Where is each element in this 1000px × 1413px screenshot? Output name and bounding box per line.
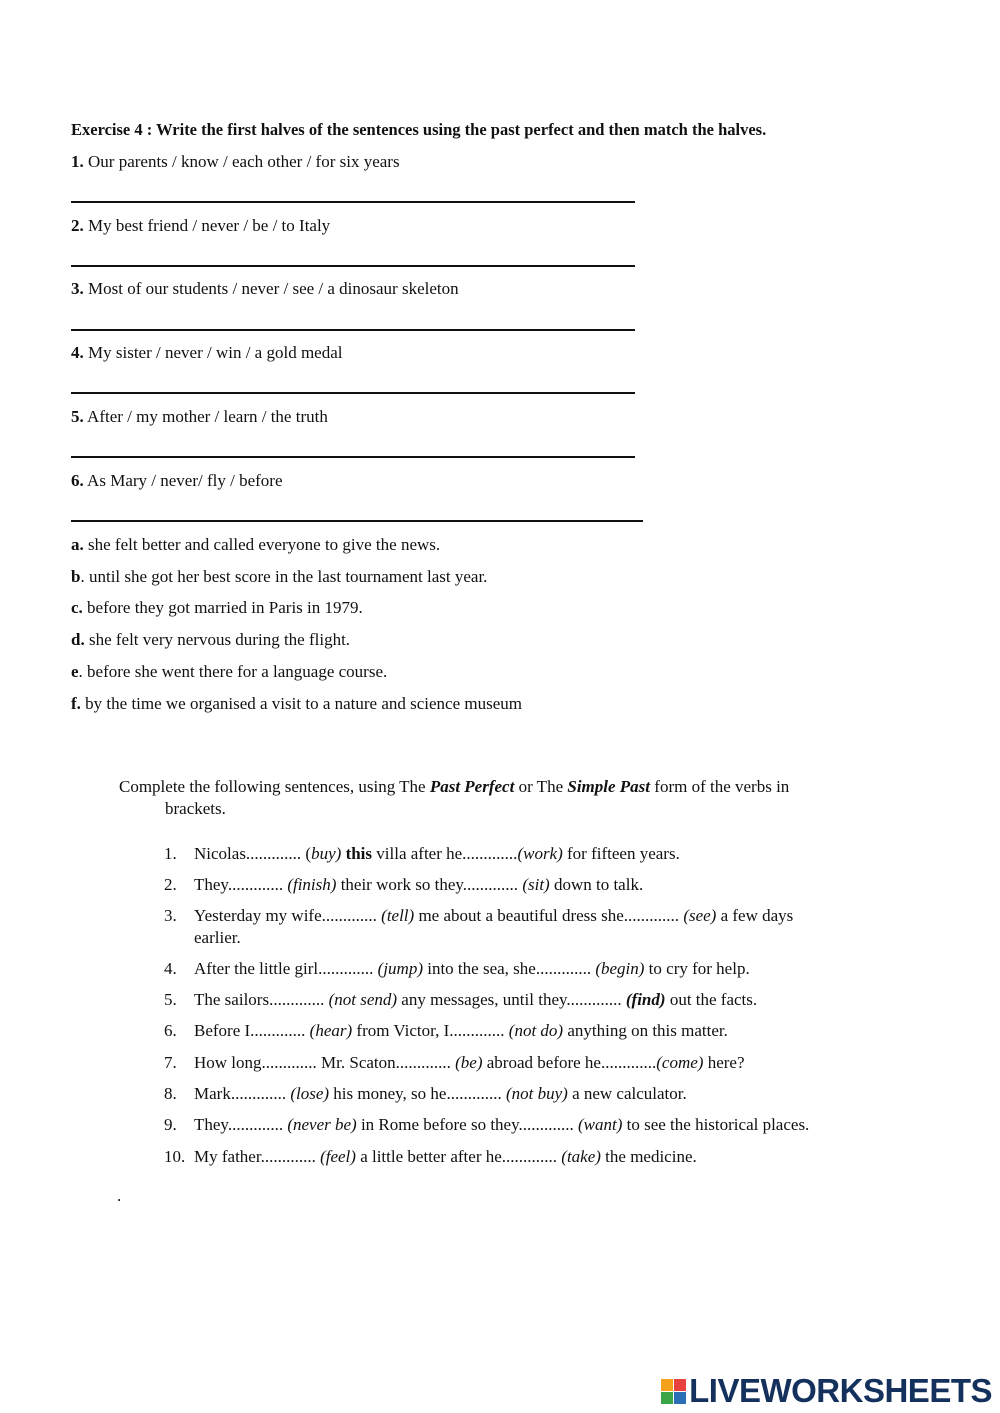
prompt-2 (71, 216, 330, 236)
question-text: for fifteen years. (562, 844, 680, 863)
question-text: Yesterday my wife............. (194, 906, 382, 925)
question-text: Nicolas............. ( (194, 844, 312, 863)
logo-tile (661, 1392, 673, 1404)
question-text: They............. (194, 875, 288, 894)
prompt-text: After / my mother / learn / the truth (83, 407, 328, 426)
instruction-line-1 (119, 776, 879, 798)
question-text: his money, so he............. (329, 1084, 506, 1103)
verb-hint: (hear) (309, 1021, 353, 1040)
question-text: the medicine. (600, 1147, 697, 1166)
instruction-line-2: brackets. (165, 799, 226, 818)
verb-hint: buy) (311, 844, 342, 863)
answer-line-1[interactable] (71, 201, 635, 203)
question-text: The sailors............. (194, 990, 329, 1009)
half-letter: d. (71, 630, 85, 649)
question-number: 4. (164, 959, 177, 978)
question-number: 9. (164, 1115, 177, 1134)
verb-hint: (begin) (595, 959, 645, 978)
half-b (71, 567, 487, 587)
question-number: 2. (164, 875, 177, 894)
question-text: any messages, until they............. (397, 990, 626, 1009)
instruction-emphasis: Simple Past (567, 777, 651, 796)
half-d (71, 630, 350, 650)
question-text: Mark............. (194, 1084, 291, 1103)
question-text: to cry for help. (644, 959, 750, 978)
answer-line-2[interactable] (71, 265, 635, 267)
question-text: here? (703, 1053, 745, 1072)
question-text: anything on this matter. (563, 1021, 728, 1040)
logo-tile (661, 1379, 673, 1391)
verb-hint: (see) (683, 906, 717, 925)
verb-hint: this (345, 844, 373, 863)
prompt-text: As Mary / never/ fly / before (83, 471, 283, 490)
half-text: she felt better and called everyone to give the news. (83, 535, 441, 554)
question-4 (164, 958, 750, 980)
question-continuation: earlier. (194, 928, 241, 947)
prompt-number: 1. (71, 152, 84, 171)
instruction-emphasis: Past Perfect (429, 777, 515, 796)
verb-hint: (never be) (287, 1115, 357, 1134)
verb-hint: (take) (561, 1147, 601, 1166)
question-text: into the sea, she............. (422, 959, 596, 978)
question-text: a little better after he............. (355, 1147, 562, 1166)
trailing-dot: . (117, 1186, 122, 1205)
question-2 (164, 874, 643, 896)
answer-line-6[interactable] (71, 520, 643, 522)
prompt-number: 4. (71, 343, 84, 362)
question-3 (164, 905, 793, 949)
prompt-number: 3. (71, 279, 84, 298)
half-letter: c. (71, 598, 83, 617)
question-text: a new calculator. (567, 1084, 687, 1103)
verb-hint: (finish) (287, 875, 337, 894)
prompt-text: My best friend / never / be / to Italy (83, 216, 331, 235)
half-text: she felt very nervous during the flight. (84, 630, 351, 649)
verb-hint: (want) (577, 1115, 623, 1134)
half-c (71, 598, 363, 618)
half-text: . before she went there for a language course. (78, 662, 388, 681)
logo-tile (674, 1379, 686, 1391)
prompt-number: 6. (71, 471, 84, 490)
question-text: a few days (716, 906, 794, 925)
question-text: abroad before he............. (482, 1053, 657, 1072)
prompt-4 (71, 343, 342, 363)
exercise-5-instruction (119, 776, 879, 820)
question-text: their work so they............. (336, 875, 523, 894)
liveworksheets-logo (661, 1372, 992, 1410)
question-7 (164, 1052, 745, 1074)
answer-line-5[interactable] (71, 456, 635, 458)
question-text: me about a beautiful dress she............. (414, 906, 684, 925)
answer-line-3[interactable] (71, 329, 635, 331)
question-9 (164, 1114, 809, 1136)
verb-hint: (not buy) (505, 1084, 568, 1103)
question-number: 6. (164, 1021, 177, 1040)
logo-mark-icon (661, 1379, 686, 1404)
logo-text: LIVEWORKSHEETS (689, 1372, 992, 1409)
verb-hint: (find) (625, 990, 666, 1009)
question-text: How long............. Mr. Scaton............. (194, 1053, 456, 1072)
verb-hint: (not send) (328, 990, 398, 1009)
question-6 (164, 1020, 728, 1042)
question-text: down to talk. (549, 875, 644, 894)
verb-hint: (work) (517, 844, 563, 863)
question-number: 7. (164, 1053, 177, 1072)
half-letter: a. (71, 535, 84, 554)
verb-hint: (jump) (377, 959, 423, 978)
question-text: in Rome before so they............. (356, 1115, 578, 1134)
question-text: villa after he............. (372, 844, 518, 863)
verb-hint: (tell) (381, 906, 415, 925)
question-number: 10. (164, 1147, 186, 1166)
prompt-text: My sister / never / win / a gold medal (83, 343, 343, 362)
question-text: After the little girl............. (194, 959, 378, 978)
instruction-text: form of the verbs in (650, 777, 790, 796)
half-text: before they got married in Paris in 1979. (82, 598, 363, 617)
verb-hint: (be) (455, 1053, 483, 1072)
question-5 (164, 989, 757, 1011)
question-text: My father............. (194, 1147, 321, 1166)
question-text: They............. (194, 1115, 288, 1134)
prompt-number: 5. (71, 407, 84, 426)
half-a (71, 535, 440, 555)
verb-hint: (not do) (508, 1021, 564, 1040)
half-e (71, 662, 387, 682)
question-number: 8. (164, 1084, 177, 1103)
half-f (71, 694, 522, 714)
prompt-text: Our parents / know / each other / for six years (83, 152, 400, 171)
half-text: . until she got her best score in the last tournament last year. (80, 567, 488, 586)
half-letter: f. (71, 694, 81, 713)
verb-hint: (sit) (522, 875, 550, 894)
verb-hint: (come) (656, 1053, 704, 1072)
exercise-4-heading: Exercise 4 : Write the first halves of the sentences using the past perfect and then match the halves. (71, 120, 767, 139)
question-number: 1. (164, 844, 177, 863)
question-number: 5. (164, 990, 177, 1009)
question-text: Before I............. (194, 1021, 310, 1040)
prompt-3 (71, 279, 459, 299)
instruction-text: Complete the following sentences, using The (119, 777, 430, 796)
prompt-1 (71, 152, 400, 172)
question-text: to see the historical places. (622, 1115, 810, 1134)
question-text: from Victor, I............. (352, 1021, 509, 1040)
question-text: out the facts. (665, 990, 758, 1009)
verb-hint: (lose) (290, 1084, 330, 1103)
half-letter: b (71, 567, 81, 586)
question-number: 3. (164, 906, 177, 925)
answer-line-4[interactable] (71, 392, 635, 394)
verb-hint: (feel) (320, 1147, 356, 1166)
half-letter: e (71, 662, 79, 681)
prompt-5 (71, 407, 328, 427)
question-1 (164, 843, 680, 865)
prompt-text: Most of our students / never / see / a dinosaur skeleton (83, 279, 459, 298)
prompt-6 (71, 471, 283, 491)
question-8 (164, 1083, 687, 1105)
prompt-number: 2. (71, 216, 84, 235)
instruction-text: or The (514, 777, 568, 796)
logo-tile (674, 1392, 686, 1404)
half-text: by the time we organised a visit to a nature and science museum (80, 694, 523, 713)
question-10 (164, 1146, 697, 1168)
